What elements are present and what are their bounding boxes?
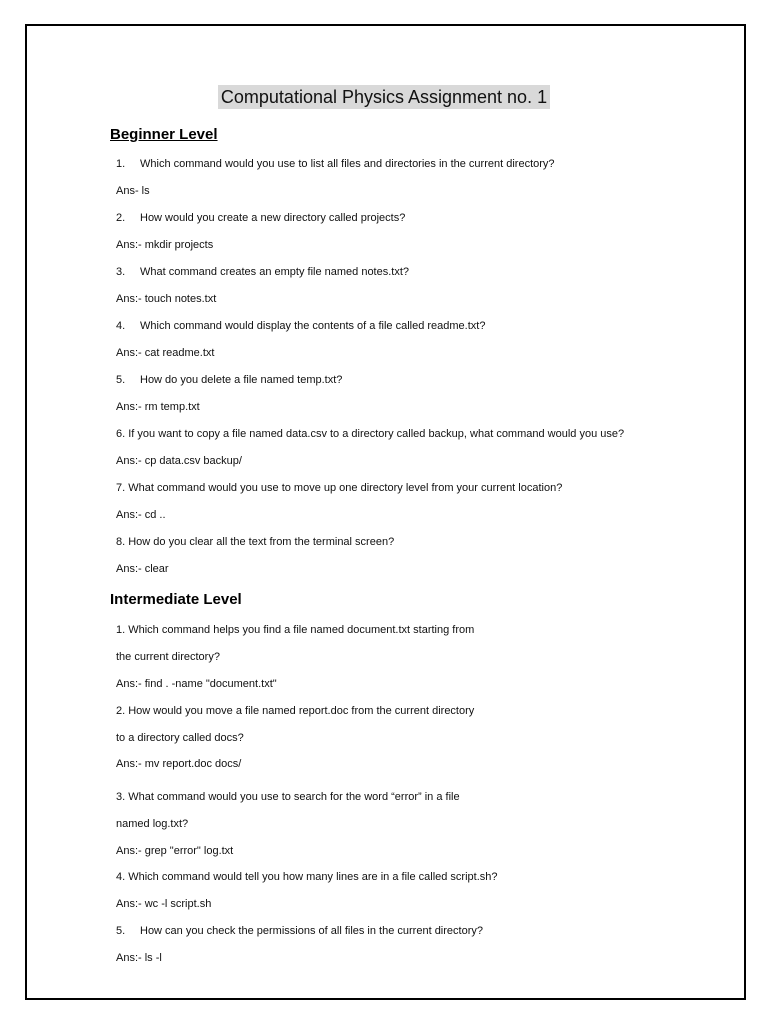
question-text: Which command would display the contents of a file called readme.txt? bbox=[140, 320, 486, 332]
question-text: How can you check the permissions of all files in the current directory? bbox=[140, 925, 483, 937]
beginner-answer-3: Ans:- touch notes.txt bbox=[116, 293, 217, 305]
question-number: 5. bbox=[116, 374, 126, 386]
beginner-answer-1: Ans- ls bbox=[116, 185, 150, 197]
beginner-answer-5: Ans:- rm temp.txt bbox=[116, 401, 200, 413]
beginner-answer-8: Ans:- clear bbox=[116, 563, 169, 575]
question-text: How would you create a new directory called projects? bbox=[140, 212, 406, 224]
intermediate-question-1-line2: the current directory? bbox=[116, 651, 220, 663]
intermediate-answer-5: Ans:- ls -l bbox=[116, 952, 162, 964]
intermediate-answer-1: Ans:- find . -name "document.txt" bbox=[116, 678, 277, 690]
question-number: 1. bbox=[116, 158, 126, 170]
intermediate-question-2-line2: to a directory called docs? bbox=[116, 732, 244, 744]
intermediate-question-4: 4. Which command would tell you how many lines are in a file called script.sh? bbox=[116, 871, 498, 883]
intermediate-heading: Intermediate Level bbox=[110, 591, 242, 608]
question-text: Which command would you use to list all files and directories in the current directory? bbox=[140, 158, 555, 170]
intermediate-question-1-line1: 1. Which command helps you find a file named document.txt starting from bbox=[116, 624, 475, 636]
beginner-question-7: 7. What command would you use to move up one directory level from your current location? bbox=[116, 482, 563, 494]
intermediate-question-2-line1: 2. How would you move a file named report.doc from the current directory bbox=[116, 705, 475, 717]
question-number: 4. bbox=[116, 320, 126, 332]
beginner-answer-2: Ans:- mkdir projects bbox=[116, 239, 214, 251]
beginner-question-5 bbox=[116, 373, 342, 387]
intermediate-answer-2: Ans:- mv report.doc docs/ bbox=[116, 758, 242, 770]
question-number: 3. bbox=[116, 266, 126, 278]
intermediate-answer-3: Ans:- grep "error" log.txt bbox=[116, 845, 234, 857]
title-container bbox=[0, 85, 768, 109]
question-text: How do you delete a file named temp.txt? bbox=[140, 374, 343, 386]
beginner-answer-6: Ans:- cp data.csv backup/ bbox=[116, 455, 242, 467]
beginner-question-2 bbox=[116, 211, 405, 225]
beginner-question-4 bbox=[116, 319, 485, 333]
beginner-question-8: 8. How do you clear all the text from the terminal screen? bbox=[116, 536, 395, 548]
question-text: What command creates an empty file named notes.txt? bbox=[140, 266, 410, 278]
beginner-question-3 bbox=[116, 265, 409, 279]
question-number: 5. bbox=[116, 925, 126, 937]
question-number: 2. bbox=[116, 212, 126, 224]
intermediate-question-5 bbox=[116, 924, 483, 938]
intermediate-question-3-line1: 3. What command would you use to search for the word “error” in a file bbox=[116, 791, 460, 803]
beginner-heading: Beginner Level bbox=[110, 126, 218, 143]
intermediate-answer-4: Ans:- wc -l script.sh bbox=[116, 898, 212, 910]
beginner-answer-7: Ans:- cd .. bbox=[116, 509, 166, 521]
document-title: Computational Physics Assignment no. 1 bbox=[218, 85, 550, 109]
beginner-question-1 bbox=[116, 157, 555, 171]
intermediate-question-3-line2: named log.txt? bbox=[116, 818, 189, 830]
beginner-answer-4: Ans:- cat readme.txt bbox=[116, 347, 215, 359]
beginner-question-6: 6. If you want to copy a file named data.csv to a directory called backup, what command would you use? bbox=[116, 428, 625, 440]
